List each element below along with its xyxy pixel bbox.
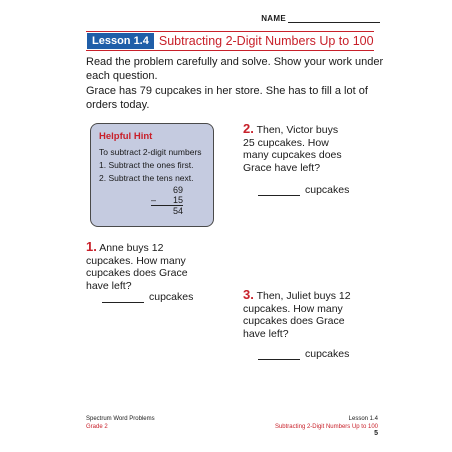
answer-blank[interactable] bbox=[102, 292, 144, 303]
helpful-hint-box bbox=[90, 123, 214, 227]
answer-unit: cupcakes bbox=[305, 348, 350, 360]
footer-book-title: Spectrum Word Problems bbox=[86, 416, 155, 422]
hint-line: 1. Subtract the ones first. bbox=[99, 160, 194, 170]
hint-title: Helpful Hint bbox=[99, 131, 153, 142]
hint-math-result: 54 bbox=[151, 205, 183, 216]
question-text: Then, Juliet buys 12 cupcakes. How many cupcakes does Grace have left? bbox=[243, 290, 351, 340]
story-text: Grace has 79 cupcakes in her store. She has to fill a lot of orders today. bbox=[86, 85, 368, 111]
page-number: 5 bbox=[374, 430, 378, 437]
footer-lesson: Lesson 1.4 bbox=[348, 416, 378, 422]
question-2 bbox=[243, 123, 351, 174]
hint-line: To subtract 2-digit numbers bbox=[99, 147, 202, 157]
footer-grade: Grade 2 bbox=[86, 424, 108, 430]
instructions-text: Read the problem carefully and solve. Show your work under each question. bbox=[86, 56, 384, 82]
question-number: 1. bbox=[86, 239, 97, 254]
answer-unit: cupcakes bbox=[305, 184, 350, 196]
question-3 bbox=[243, 289, 351, 340]
answer-blank[interactable] bbox=[258, 185, 300, 196]
hint-math-bottom: 15 bbox=[172, 195, 183, 205]
hint-math-top: 69 bbox=[172, 185, 183, 195]
question-number: 3. bbox=[243, 287, 254, 302]
hint-line: 2. Subtract the tens next. bbox=[99, 173, 194, 183]
answer-3 bbox=[258, 348, 349, 360]
footer-left bbox=[86, 415, 155, 431]
footer-right bbox=[275, 415, 378, 431]
question-text: Then, Victor buys 25 cupcakes. How many cupcakes does Grace have left? bbox=[243, 124, 342, 174]
question-1 bbox=[86, 241, 194, 292]
footer-lesson-title: Subtracting 2-Digit Numbers Up to 100 bbox=[274, 424, 378, 430]
lesson-badge: Lesson 1.4 bbox=[87, 33, 154, 49]
answer-2 bbox=[258, 184, 349, 196]
answer-blank[interactable] bbox=[258, 349, 300, 360]
hint-example-problem bbox=[151, 185, 183, 216]
name-label: NAME bbox=[261, 14, 286, 23]
minus-sign: – bbox=[151, 195, 157, 205]
hint-math-subtrahend-row bbox=[151, 195, 183, 205]
question-text: Anne buys 12 cupcakes. How many cupcakes does Grace have left? bbox=[86, 242, 188, 292]
lesson-title: Subtracting 2-Digit Numbers Up to 100 bbox=[158, 34, 374, 48]
name-blank-line[interactable] bbox=[288, 14, 380, 23]
name-field-row bbox=[261, 14, 380, 23]
question-number: 2. bbox=[243, 121, 254, 136]
lesson-header-bar bbox=[86, 31, 374, 51]
answer-unit: cupcakes bbox=[149, 291, 194, 303]
answer-1 bbox=[102, 291, 193, 303]
